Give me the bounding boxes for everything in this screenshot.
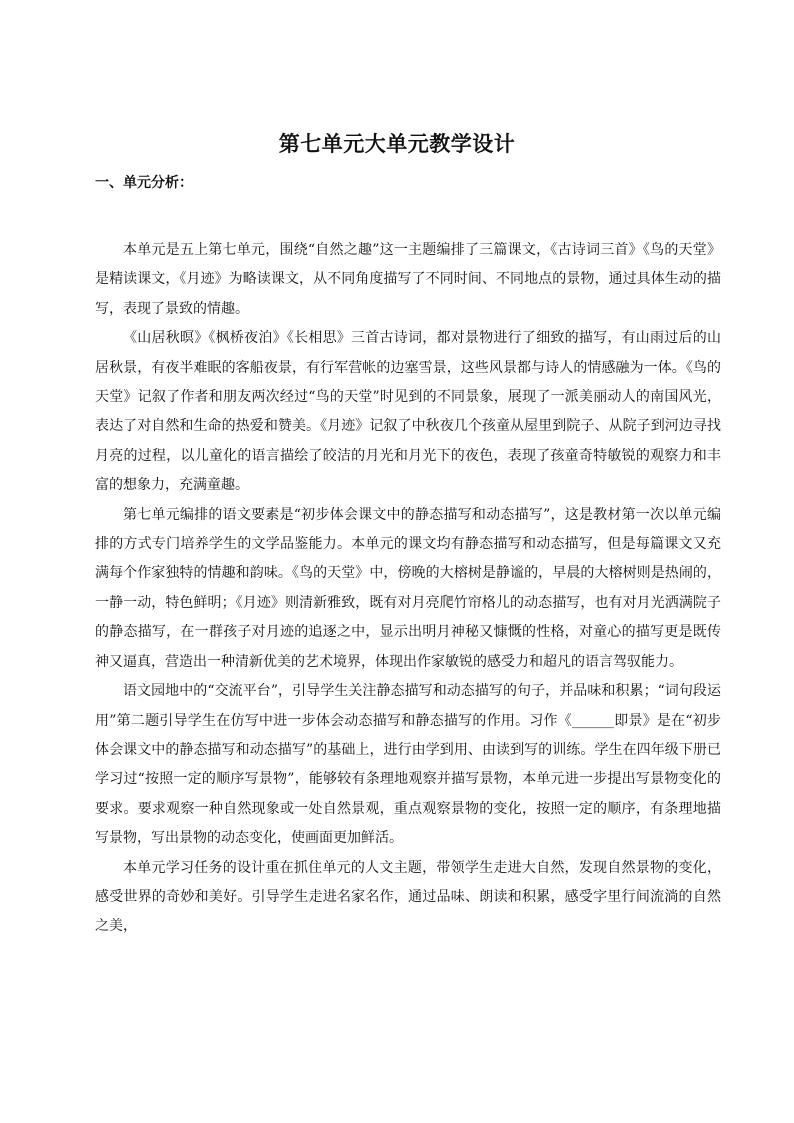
document-title: 第七单元大单元教学设计 bbox=[278, 132, 516, 156]
section-heading-unit-analysis: 一、单元分析： bbox=[95, 175, 193, 191]
paragraph-language-garden: 语文园地中的“交流平台”，引导学生关注静态描写和动态描写的句子，并品味和积累；“词句段运用”第二题引导学生在仿写中进一步体会动态描写和静态描写的作用。习作《______即景》是在“初步体会课文中的静态描写和动态描写”的基础上，进行由学到用、由读到写的训练。学生在四年级下册已学习过“按照一定的顺序写景物”，能够较有条理地观察并描写景物，本单元进一步提出写景物变化的要求。要求观察一种自然现象或一处自然景观，重点观察景物的变化，按照一定的顺序，有条理地描写景物，写出景物的动态变化，使画面更加鲜活。 bbox=[95, 683, 721, 847]
paragraph-task-design: 本单元学习任务的设计重在抓住单元的人文主题，带领学生走进大自然，发现自然景物的变化，感受世界的奇妙和美好。引导学生走进名家名作，通过品味、朗读和积累，感受字里行间流淌的自然之美， bbox=[95, 859, 721, 935]
body-text bbox=[95, 236, 721, 942]
paragraph-intro: 本单元是五上第七单元，围绕“自然之趣”这一主题编排了三篇课文，《古诗词三首》《鸟的天堂》是精读课文，《月迹》为略读课文，从不同角度描写了不同时间、不同地点的景物，通过具体生动的描写，表现了景致的情趣。 bbox=[95, 242, 721, 317]
paragraph-language-elements: 第七单元编排的语文要素是“初步体会课文中的静态描写和动态描写”，这是教材第一次以单元编排的方式专门培养学生的文学品鉴能力。本单元的课文均有静态描写和动态描写，但是每篇课文又充满每个作家独特的情趣和韵味。《鸟的天堂》中，傍晚的大榕树是静谧的，早晨的大榕树则是热闹的，一静一动，特色鲜明；《月迹》则清新雅致，既有对月亮爬竹帘格儿的动态描写，也有对月光洒满院子的静态描写，在一群孩子对月迹的追逐之中，显示出明月神秘又慷慨的性格，对童心的描写更是既传神又逼真，营造出一种清新优美的艺术境界，体现出作家敏锐的感受力和超凡的语言驾驭能力。 bbox=[95, 506, 721, 670]
paragraph-poems-and-texts: 《山居秋暝》《枫桥夜泊》《长相思》三首古诗词，都对景物进行了细致的描写，有山雨过后的山居秋景，有夜半难眠的客船夜景，有行军营帐的边塞雪景，这些风景都与诗人的情感融为一体。《鸟的天堂》记叙了作者和朋友两次经过“鸟的天堂”时见到的不同景象，展现了一派美丽动人的南国风光，表达了对自然和生命的热爱和赞美。《月迹》记叙了中秋夜几个孩童从屋里到院子、从院子到河边寻找月亮的过程，以儿童化的语言描绘了皎洁的月光和月光下的夜色，表现了孩童奇特敏锐的观察力和丰富的想象力，充满童趣。 bbox=[95, 330, 721, 494]
